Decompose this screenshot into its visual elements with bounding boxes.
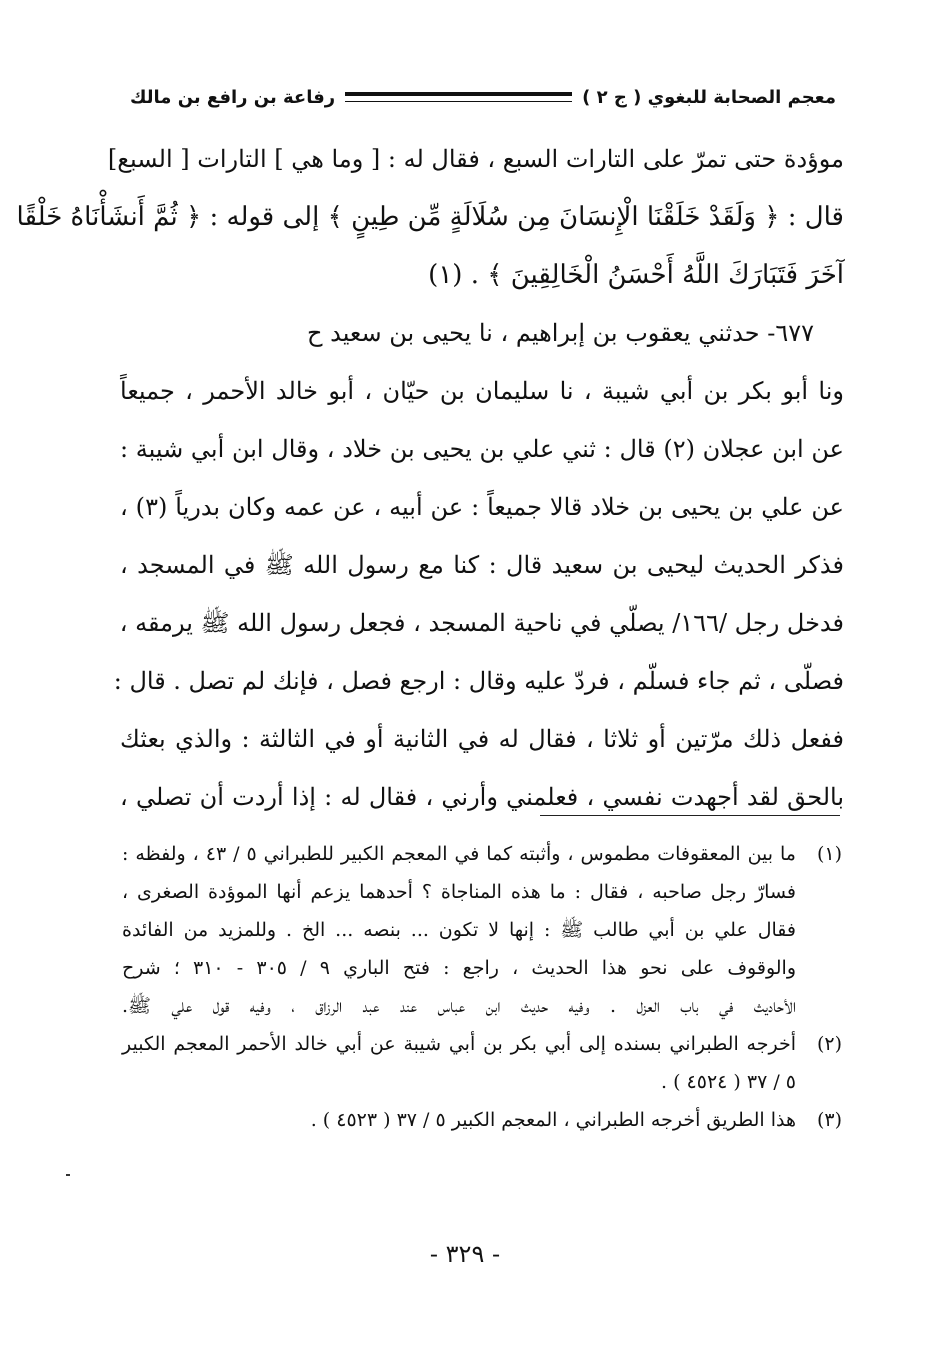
quran-verse-line: آخَرَ فَتَبَارَكَ اللَّهُ أَحْسَنُ الْخَالِقِينَ ﴾ . (١) [428, 260, 844, 290]
footnote-line: فسارّ رجل صاحبه ، فقال : ما هذه المناجاة ؟ أحدهما يزعم أنها الموؤدة الصغرى ، [122, 881, 796, 903]
text-line: عن علي بن يحيى بن خلاد قالا جميعاً : عن أبيه ، عن عمه وكان بدرياً (٣) ، [120, 493, 844, 521]
footnote-number: (٢) [816, 1033, 842, 1055]
footnote-number: (٣) [816, 1109, 842, 1131]
entry-title: رفاعة بن رافع بن مالك [130, 86, 336, 108]
hadith-number-line: ٦٧٧- حدثني يعقوب بن إبراهيم ، نا يحيى بن سعيد ح [306, 319, 814, 347]
text-line: موؤدة حتى تمرّ على التارات السبع ، فقال له : [ وما هي ] التارات [ السبع] [107, 145, 844, 173]
text-line: فدخل رجل /١٦٦/ يصلّي في ناحية المسجد ، فجعل رسول الله ﷺ يرمقه ، [119, 609, 844, 637]
footnote [122, 835, 842, 1025]
footnote-line: ٥ / ٣٧ ( ٤٥٢٤ ) . [661, 1071, 796, 1093]
footnote-line: أخرجه الطبراني بسنده إلى أبي بكر بن أبي شيبة عن أبي خالد الأحمر المعجم الكبير [122, 1033, 796, 1055]
text-line: فصلّى ، ثم جاء فسلّم ، فردّ عليه وقال : ارجع فصل ، فإنك لم تصل . قال : [113, 667, 844, 695]
footnote-line: ما بين المعقوفات مطموس ، وأثبته كما في المعجم الكبير للطبراني ٥ / ٤٣ ، ولفظه : [122, 843, 796, 865]
main-text [16, 130, 844, 826]
footnote [122, 1025, 842, 1101]
footnote-number: (١) [816, 843, 842, 865]
header-rule [345, 92, 572, 102]
page-number: - ٣٢٩ - [429, 1240, 501, 1268]
footnote-separator [540, 815, 840, 816]
footnotes [122, 835, 842, 1139]
footnote [122, 1101, 842, 1139]
text-line: فذكر الحديث ليحيى بن سعيد قال : كنا مع رسول الله ﷺ في المسجد ، [120, 551, 844, 579]
running-header [130, 80, 836, 114]
text-line: ونا أبو بكر بن أبي شيبة ، نا سليمان بن حيّان ، أبو خالد الأحمر ، جميعاً [120, 377, 844, 405]
scan-speck [60, 1170, 80, 1190]
book-title: معجم الصحابة للبغوي ( ج ٢ ) [582, 86, 836, 108]
footnote-line: الأحاديث في باب العزل . وفيه حديث ابن عباس عند عبد الرزاق ، وفيه قول علي ﷺ. [122, 995, 796, 1017]
quran-verse-line: قال : ﴿ وَلَقَدْ خَلَقْنَا الْإِنسَانَ مِن سُلَالَةٍ مِّن طِينٍ ﴾ إلى قوله : ﴿ ثُمَّ أَنشَأْنَاهُ خَلْقًا [16, 202, 844, 232]
footnote-line: هذا الطريق أخرجه الطبراني ، المعجم الكبير ٥ / ٣٧ ( ٤٥٢٣ ) . [310, 1109, 796, 1131]
footnote-line: فقال علي بن أبي طالب ﷺ : إنها لا تكون ... بنصه ... الخ . وللمزيد من الفائدة [122, 919, 796, 941]
text-line: عن ابن عجلان (٢) قال : ثني علي بن يحيى بن خلاد ، وقال ابن أبي شيبة : [120, 435, 844, 463]
text-line: بالحق لقد أجهدت نفسي ، فعلمني وأرني ، فقال له : إذا أردت أن تصلي ، [120, 783, 844, 811]
footnote-line: والوقوف على نحو هذا الحديث ، راجع : فتح الباري ٩ / ٣٠٥ - ٣١٠ ؛ شرح [122, 957, 796, 979]
text-line: ففعل ذلك مرّتين أو ثلاثا ، فقال له في الثانية أو في الثالثة : والذي بعثك [120, 725, 844, 753]
